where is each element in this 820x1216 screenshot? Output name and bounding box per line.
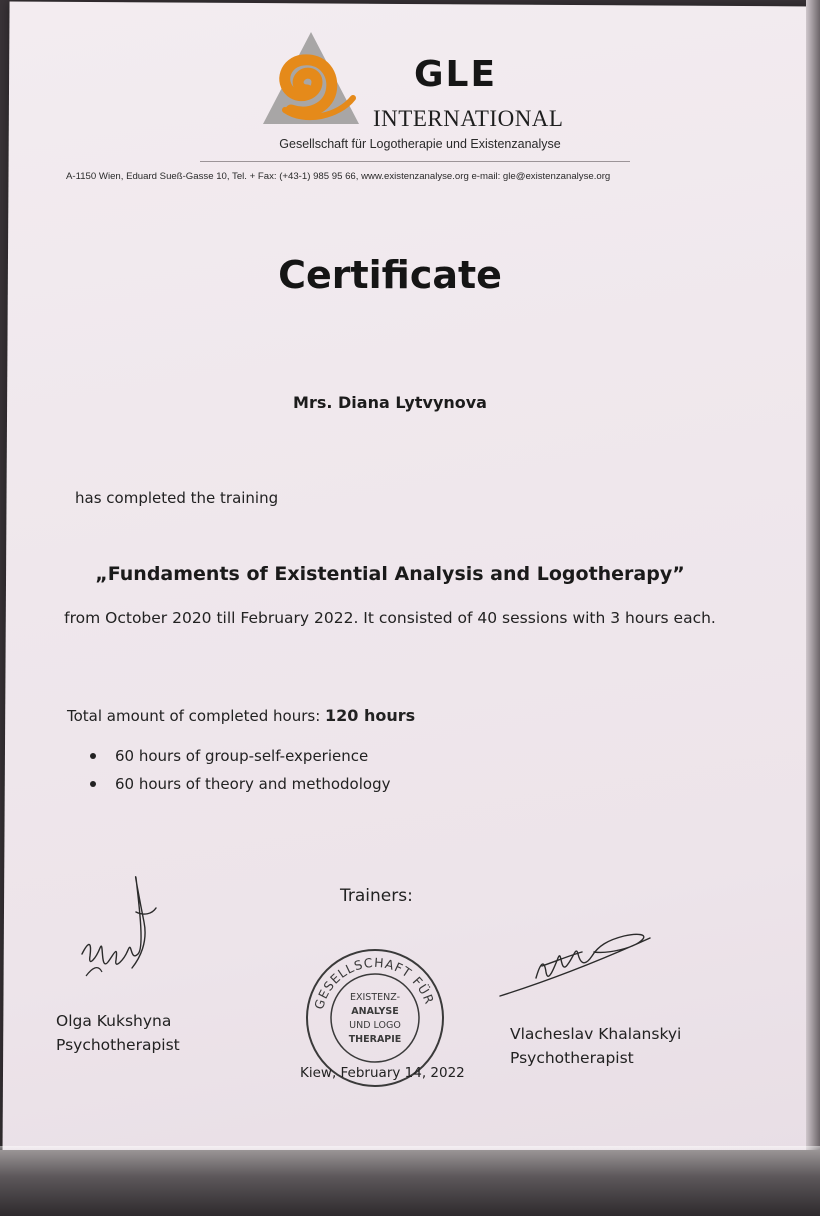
signature-vlacheslav-khalanskyi	[498, 928, 656, 1000]
header-divider	[200, 161, 630, 162]
stamp-ring-text: GESELLSCHAFT FÜR	[311, 954, 438, 1011]
course-period: from October 2020 till February 2022. It consisted of 40 sessions with 3 hours each.	[64, 609, 716, 627]
plastic-sleeve	[0, 1150, 820, 1216]
certificate-title: Certificate	[278, 253, 502, 297]
list-item: 60 hours of theory and methodology	[90, 770, 390, 798]
trainer-2-role: Psychotherapist	[510, 1049, 634, 1067]
course-title: „Fundaments of Existential Analysis and Logotherapy”	[95, 563, 685, 585]
page-edge-shadow	[806, 0, 820, 1216]
stamp-line-3: UND LOGO	[349, 1020, 401, 1031]
stamp-line-2: ANALYSE	[351, 1006, 399, 1017]
recipient-name: Mrs. Diana Lytvynova	[293, 393, 487, 412]
trainer-2-name: Vlacheslav Khalanskyi	[510, 1025, 682, 1043]
gle-spiral-logo-icon	[255, 30, 360, 125]
list-item: 60 hours of group-self-experience	[90, 742, 390, 770]
total-hours-value: 120 hours	[325, 706, 416, 725]
signature-olga-kukshyna	[78, 872, 163, 990]
trainer-2-block	[510, 1022, 681, 1070]
total-hours	[67, 706, 415, 725]
trainer-1-name: Olga Kukshyna	[56, 1012, 172, 1030]
trainers-label: Trainers:	[340, 886, 413, 906]
stamp-line-1: EXISTENZ-	[349, 992, 401, 1003]
brand-name: GLE	[414, 54, 498, 95]
contact-address: A-1150 Wien, Eduard Sueß-Gasse 10, Tel. + Fax: (+43-1) 985 95 66, www.existenzanalyse.org e-mail: gle@existenzanalyse.org	[66, 171, 611, 182]
hours-breakdown-list	[90, 742, 390, 798]
issue-date: Kiew, February 14, 2022	[300, 1065, 465, 1081]
stamp-line-4: THERAPIE	[348, 1034, 402, 1045]
trainer-1-block	[56, 1009, 180, 1057]
trainer-1-role: Psychotherapist	[56, 1036, 180, 1054]
completed-text: has completed the training	[75, 489, 279, 507]
total-hours-label: Total amount of completed hours:	[67, 707, 326, 725]
brand-subtitle: INTERNATIONAL	[373, 106, 564, 131]
society-name: Gesellschaft für Logotherapie und Existenzanalyse	[279, 137, 561, 151]
